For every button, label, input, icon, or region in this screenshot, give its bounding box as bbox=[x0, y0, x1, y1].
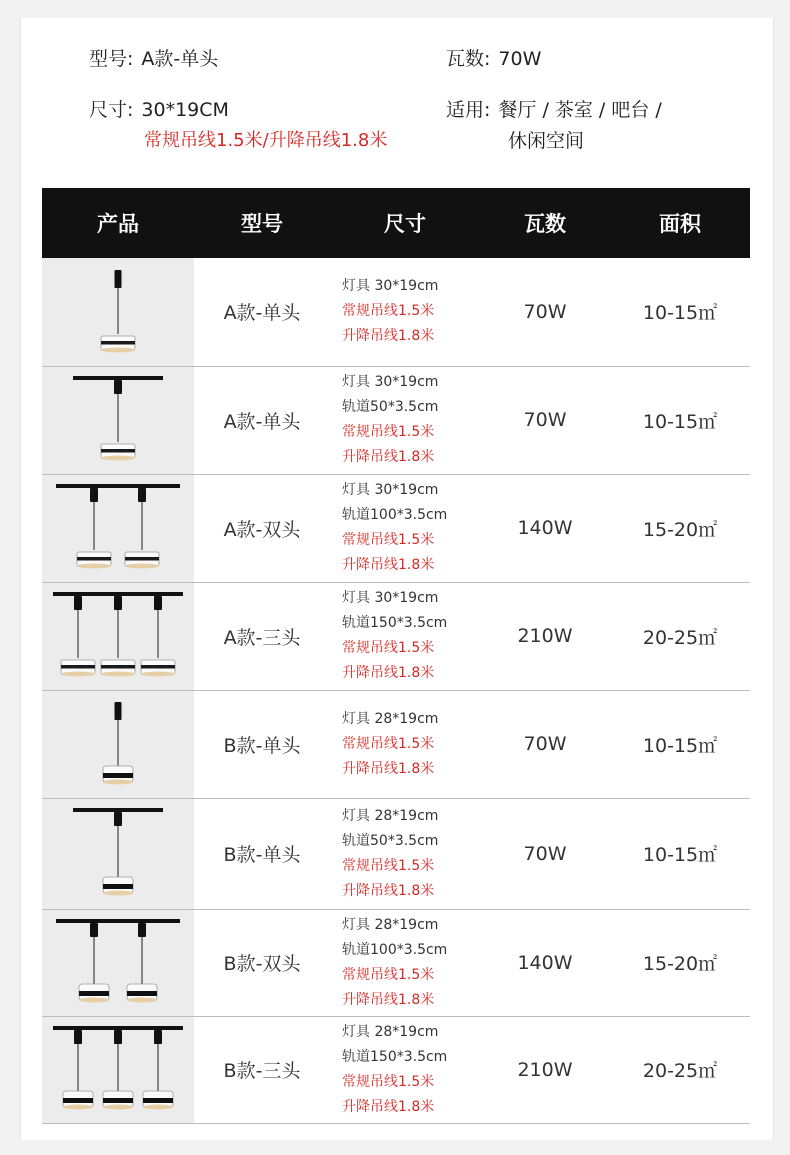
spec-wattage-value: 70W bbox=[498, 48, 542, 70]
lamp-illustration-icon bbox=[43, 802, 193, 905]
size-line: 灯具 30*19cm bbox=[342, 482, 439, 498]
size-line: 轨道100*3.5cm bbox=[342, 941, 448, 958]
product-image-cell bbox=[42, 690, 194, 798]
wire-line: 常规吊线1.5米 bbox=[342, 735, 435, 752]
size-line: 轨道50*3.5cm bbox=[342, 832, 439, 849]
wattage-cell: 140W bbox=[480, 909, 610, 1016]
wire-line: 升降吊线1.8米 bbox=[342, 1098, 435, 1115]
model-cell: B款-单头 bbox=[194, 690, 330, 798]
size-cell bbox=[330, 1016, 480, 1123]
lamp-illustration-icon bbox=[43, 586, 193, 686]
product-image-cell bbox=[42, 258, 194, 366]
table-body bbox=[42, 258, 750, 1123]
size-line: 轨道100*3.5cm bbox=[342, 507, 448, 523]
size-cell bbox=[330, 798, 480, 909]
size-cell bbox=[330, 258, 480, 366]
area-cell: 10-15㎡ bbox=[610, 798, 750, 909]
size-line: 灯具 28*19cm bbox=[342, 916, 439, 933]
wire-line: 常规吊线1.5米 bbox=[342, 857, 435, 874]
area-cell: 10-15㎡ bbox=[610, 366, 750, 474]
spec-wire-note: 常规吊线1.5米/升降吊线1.8米 bbox=[144, 130, 388, 151]
spec-usage-label: 适用: bbox=[446, 99, 491, 121]
table-row bbox=[42, 474, 750, 582]
spec-model-label: 型号: bbox=[89, 48, 134, 70]
model-cell: B款-三头 bbox=[194, 1016, 330, 1123]
lamp-illustration-icon bbox=[43, 1020, 193, 1119]
size-line: 灯具 28*19cm bbox=[342, 807, 439, 824]
wire-line: 升降吊线1.8米 bbox=[342, 328, 435, 345]
wattage-cell: 210W bbox=[480, 582, 610, 690]
product-image-cell bbox=[42, 1016, 194, 1123]
spec-model-value: A款-单头 bbox=[141, 48, 219, 70]
model-cell: B款-单头 bbox=[194, 798, 330, 909]
spec-size-label: 尺寸: bbox=[89, 99, 134, 121]
spec-model bbox=[89, 44, 218, 71]
size-line: 灯具 30*19cm bbox=[342, 278, 439, 295]
table-row bbox=[42, 690, 750, 798]
wattage-cell: 70W bbox=[480, 258, 610, 366]
wire-line: 升降吊线1.8米 bbox=[342, 760, 435, 777]
size-line: 灯具 28*19cm bbox=[342, 1023, 439, 1040]
wire-line: 常规吊线1.5米 bbox=[342, 424, 435, 440]
size-cell bbox=[330, 582, 480, 690]
spec-summary bbox=[21, 18, 773, 186]
model-cell: A款-单头 bbox=[194, 366, 330, 474]
spec-wattage bbox=[446, 44, 541, 71]
size-line: 灯具 28*19cm bbox=[342, 710, 439, 727]
wire-line: 升降吊线1.8米 bbox=[342, 557, 435, 573]
wire-line: 升降吊线1.8米 bbox=[342, 882, 435, 899]
size-cell bbox=[330, 474, 480, 582]
wire-line: 升降吊线1.8米 bbox=[342, 449, 435, 465]
size-cell bbox=[330, 909, 480, 1016]
area-cell: 10-15㎡ bbox=[610, 258, 750, 366]
size-line: 轨道50*3.5cm bbox=[342, 399, 439, 415]
model-cell: A款-单头 bbox=[194, 258, 330, 366]
product-image-cell bbox=[42, 474, 194, 582]
table-row bbox=[42, 258, 750, 366]
table-row bbox=[42, 909, 750, 1016]
lamp-illustration-icon bbox=[43, 478, 193, 578]
header-area: 面积 bbox=[610, 188, 750, 258]
wattage-cell: 70W bbox=[480, 798, 610, 909]
lamp-illustration-icon bbox=[43, 262, 193, 362]
product-image-cell bbox=[42, 909, 194, 1016]
wire-line: 常规吊线1.5米 bbox=[342, 966, 435, 983]
spec-wattage-label: 瓦数: bbox=[446, 48, 491, 70]
lamp-illustration-icon bbox=[43, 694, 193, 794]
table-row bbox=[42, 798, 750, 909]
wattage-cell: 140W bbox=[480, 474, 610, 582]
header-wattage: 瓦数 bbox=[480, 188, 610, 258]
model-cell: A款-双头 bbox=[194, 474, 330, 582]
size-cell bbox=[330, 366, 480, 474]
area-cell: 20-25㎡ bbox=[610, 582, 750, 690]
product-image-cell bbox=[42, 366, 194, 474]
product-image-cell bbox=[42, 582, 194, 690]
wire-line: 常规吊线1.5米 bbox=[342, 303, 435, 320]
wire-line: 升降吊线1.8米 bbox=[342, 991, 435, 1008]
area-cell: 20-25㎡ bbox=[610, 1016, 750, 1123]
model-cell: A款-三头 bbox=[194, 582, 330, 690]
table-row bbox=[42, 582, 750, 690]
wire-line: 升降吊线1.8米 bbox=[342, 665, 435, 681]
spec-usage-value-1: 餐厅 / 茶室 / 吧台 / bbox=[498, 99, 662, 121]
size-line: 轨道150*3.5cm bbox=[342, 1048, 448, 1065]
product-image-cell bbox=[42, 798, 194, 909]
size-cell bbox=[330, 690, 480, 798]
wattage-cell: 70W bbox=[480, 366, 610, 474]
table-row bbox=[42, 1016, 750, 1123]
table-header-row bbox=[42, 188, 750, 258]
wire-line: 常规吊线1.5米 bbox=[342, 532, 435, 548]
header-product: 产品 bbox=[42, 188, 194, 258]
size-line: 灯具 30*19cm bbox=[342, 590, 439, 606]
model-cell: B款-双头 bbox=[194, 909, 330, 1016]
product-table bbox=[42, 188, 750, 1124]
wattage-cell: 210W bbox=[480, 1016, 610, 1123]
header-size: 尺寸 bbox=[330, 188, 480, 258]
area-cell: 15-20㎡ bbox=[610, 474, 750, 582]
size-line: 轨道150*3.5cm bbox=[342, 615, 448, 631]
area-cell: 10-15㎡ bbox=[610, 690, 750, 798]
table-row bbox=[42, 366, 750, 474]
wire-line: 常规吊线1.5米 bbox=[342, 640, 435, 656]
spec-size bbox=[89, 95, 229, 122]
lamp-illustration-icon bbox=[43, 370, 193, 470]
lamp-illustration-icon bbox=[43, 913, 193, 1012]
area-cell: 15-20㎡ bbox=[610, 909, 750, 1016]
size-line: 灯具 30*19cm bbox=[342, 374, 439, 390]
spec-size-value: 30*19CM bbox=[141, 99, 229, 121]
spec-sheet bbox=[20, 18, 774, 1140]
wire-line: 常规吊线1.5米 bbox=[342, 1073, 435, 1090]
spec-usage-value-2: 休闲空间 bbox=[508, 130, 585, 152]
wattage-cell: 70W bbox=[480, 690, 610, 798]
spec-usage bbox=[446, 95, 662, 122]
header-model: 型号 bbox=[194, 188, 330, 258]
